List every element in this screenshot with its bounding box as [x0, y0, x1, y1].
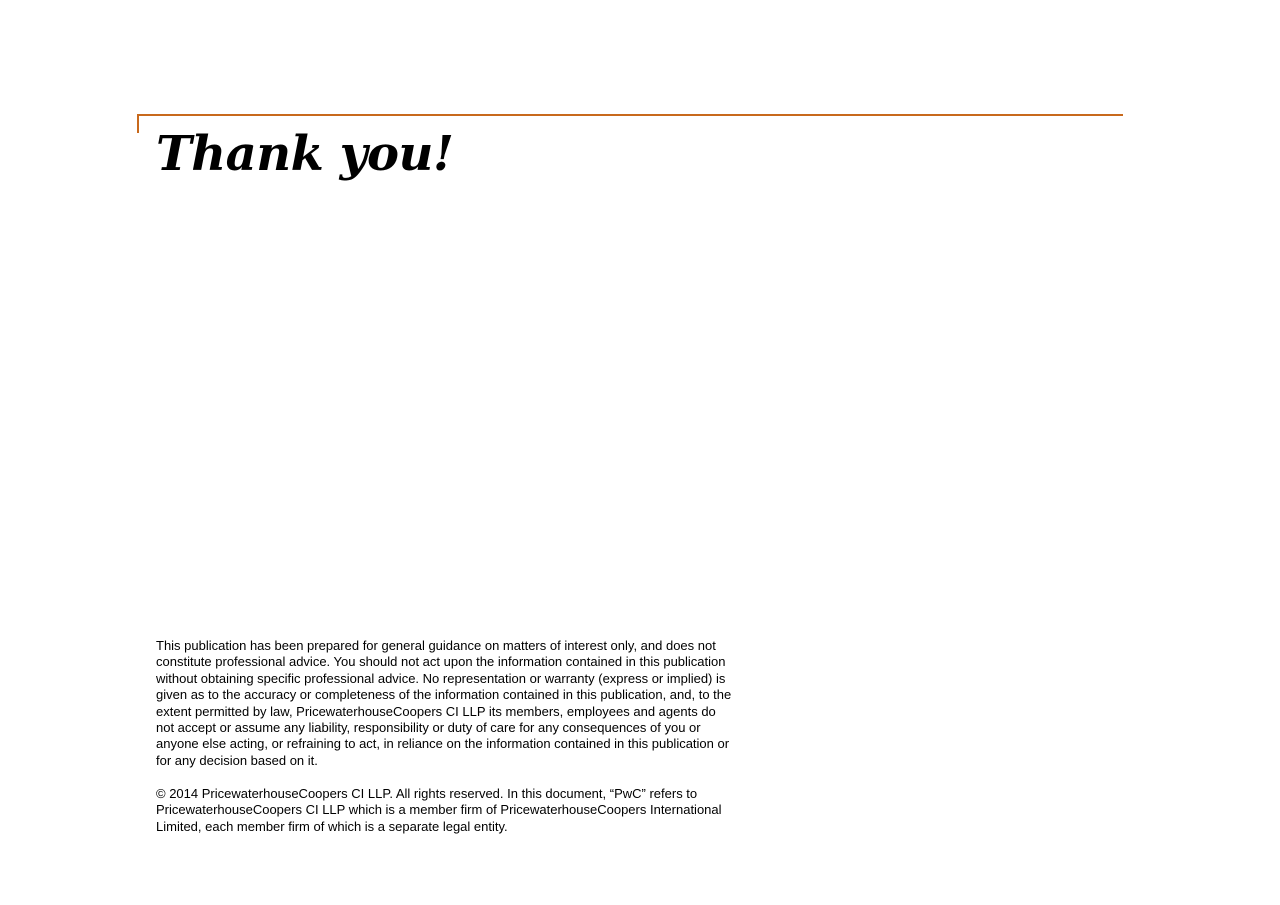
copyright-text: © 2014 PricewaterhouseCoopers CI LLP. All rights reserved. In this document, “PwC” refers to PricewaterhouseCoopers CI LLP which is a member firm of PricewaterhouseCoopers International Limited, each member firm of which is a separate legal entity.: [156, 786, 722, 834]
slide-title: Thank you!: [156, 126, 454, 182]
disclaimer-text: This publication has been prepared for general guidance on matters of interest only, and does not constitute professional advice. You should not act upon the information contained in this publication without obtaining specific professional advice. No representation or warranty (express or implied) is given as to the accuracy or completeness of the information contained in this publication, and, to the extent permitted by law, PricewaterhouseCoopers CI LLP its members, employees and agents do not accept or assume any liability, responsibility or duty of care for any consequences of you or anyone else acting, or refraining to act, in reliance on the information contained in this publication or for any decision based on it.: [156, 638, 732, 768]
title-rule-corner: [137, 114, 139, 133]
title-rule: [137, 114, 1123, 116]
